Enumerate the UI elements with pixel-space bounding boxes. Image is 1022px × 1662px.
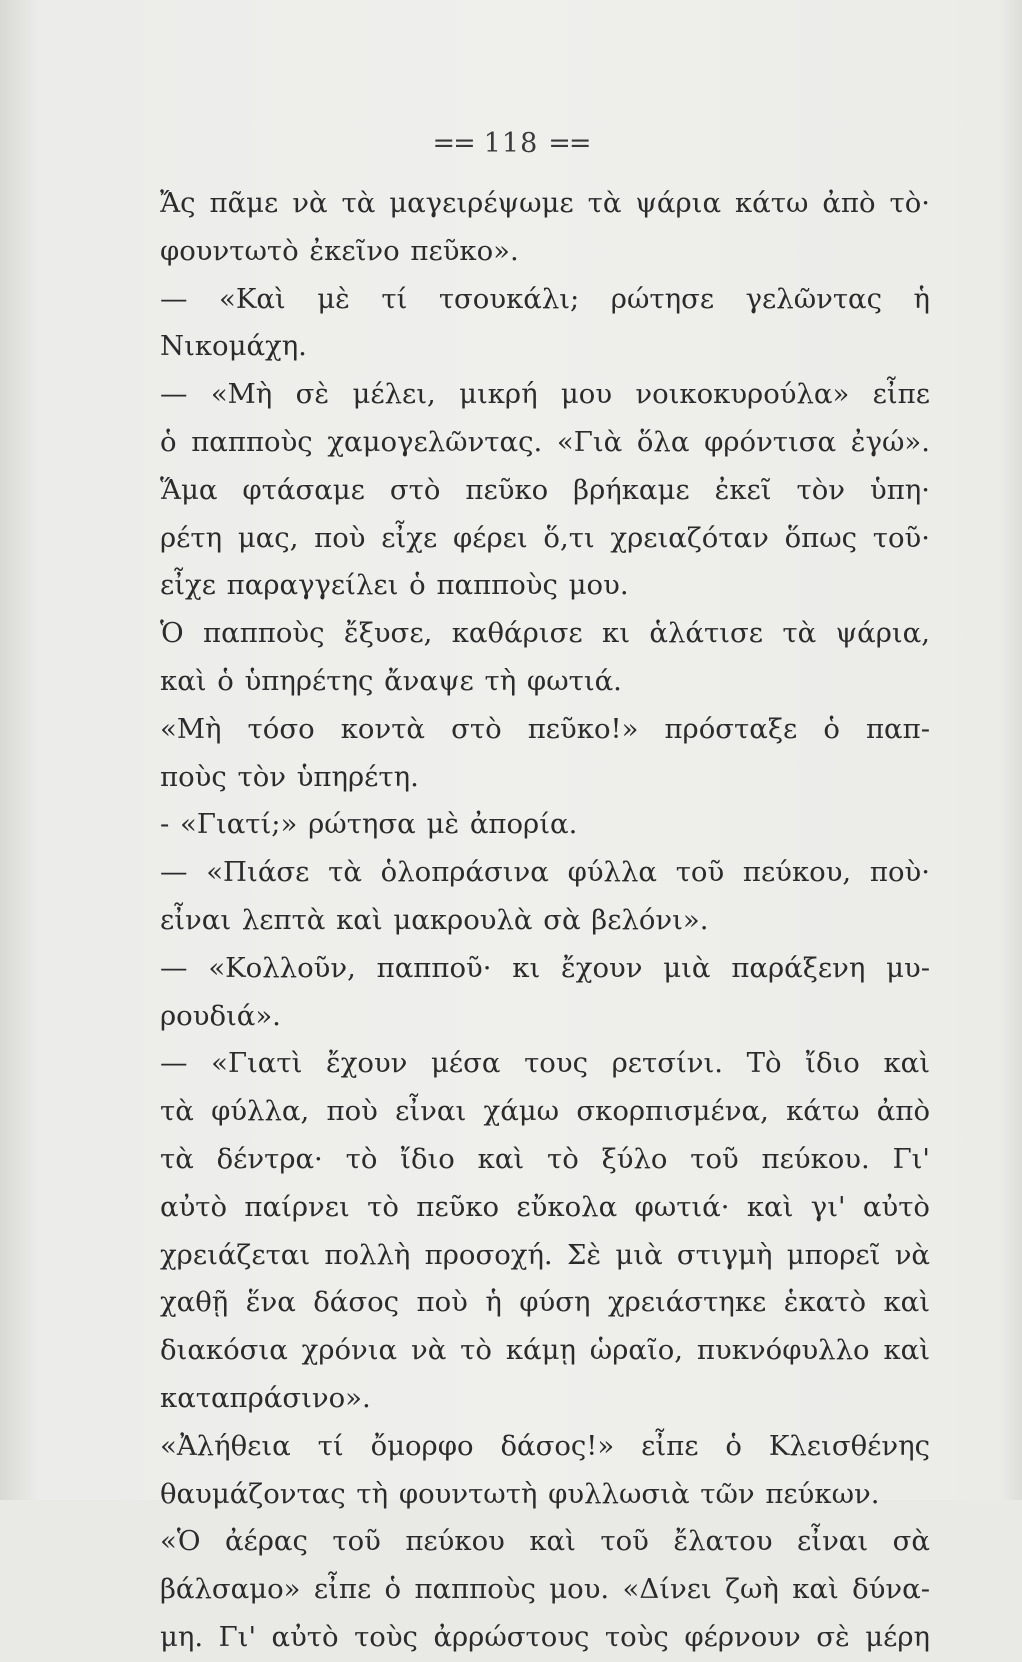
text-line: χρειάζεται πολλὴ προσοχή. Σὲ μιὰ στιγμὴ μπορεῖ νὰ	[160, 1238, 930, 1271]
text-line: — «Γιατὶ ἔχουν μέσα τους ρετσίνι. Τὸ ἴδιο καὶ	[160, 1047, 930, 1080]
text-line: — «Μὴ σὲ μέλει, μικρή μου νοικοκυρούλα» εἶπε	[160, 378, 930, 411]
body-text	[160, 180, 930, 1662]
text-line: — «Καὶ μὲ τί τσουκάλι; ρώτησε γελῶντας ἡ	[160, 282, 930, 315]
text-line: φουντωτὸ ἐκεῖνο πεῦκο».	[160, 234, 519, 267]
text-line: μη. Γι' αὐτὸ τοὺς ἀρρώστους τοὺς φέρνουν σὲ μέρη	[160, 1620, 930, 1653]
text-line: ὁ παπποὺς χαμογελῶντας. «Γιὰ ὅλα φρόντισα ἐγώ».	[160, 425, 930, 458]
text-line: Ἄς πᾶμε νὰ τὰ μαγειρέψωμε τὰ ψάρια κάτω ἀπὸ τὸ·	[160, 187, 930, 219]
text-line: — «Κολλοῦν, παπποῦ· κι ἔχουν μιὰ παράξενη μυ-	[160, 951, 930, 984]
page-number-left-ornament: ==	[432, 128, 474, 159]
text-line: Ὁ παπποὺς ἔξυσε, καθάρισε κι ἁλάτισε τὰ ψάρια,	[160, 617, 930, 650]
text-line: εἶχε παραγγείλει ὁ παπποὺς μου.	[160, 569, 629, 602]
page-number-value: 118	[483, 128, 539, 159]
text-line: Ἅμα φτάσαμε στὸ πεῦκο βρήκαμε ἐκεῖ τὸν ὑπη·	[160, 473, 930, 506]
text-line: ποὺς τὸν ὑπηρέτη.	[160, 760, 419, 793]
page-number-right-ornament: ==	[548, 128, 590, 159]
text-line: «Μὴ τόσο κοντὰ στὸ πεῦκο!» πρόσταξε ὁ παπ-	[160, 712, 930, 745]
text-line: ρουδιά».	[160, 999, 281, 1032]
text-line: θαυμάζοντας τὴ φουντωτὴ φυλλωσιὰ τῶν πεύκων.	[160, 1477, 880, 1510]
text-line: — «Πιάσε τὰ ὁλοπράσινα φύλλα τοῦ πεύκου, ποὺ·	[160, 856, 930, 889]
text-line: βάλσαμο» εἶπε ὁ παπποὺς μου. «Δίνει ζωὴ καὶ δύνα-	[160, 1573, 930, 1606]
text-line: εἶναι λεπτὰ καὶ μακρουλὰ σὰ βελόνι».	[160, 903, 709, 936]
text-line: ρέτη μας, ποὺ εἶχε φέρει ὅ,τι χρειαζόταν ὅπως τοῦ·	[160, 521, 930, 554]
text-line: Νικομάχη.	[160, 330, 307, 363]
page-number	[0, 128, 1022, 159]
text-line: καὶ ὁ ὑπηρέτης ἄναψε τὴ φωτιά.	[160, 664, 622, 697]
text-line: καταπράσινο».	[160, 1381, 371, 1414]
text-line: τὰ δέντρα· τὸ ἴδιο καὶ τὸ ξύλο τοῦ πεύκου. Γι'	[160, 1142, 930, 1175]
text-line: διακόσια χρόνια νὰ τὸ κάμῃ ὡραῖο, πυκνόφυλλο καὶ	[160, 1334, 930, 1367]
text-line: χαθῇ ἕνα δάσος ποὺ ἡ φύση χρειάστηκε ἑκατὸ καὶ	[160, 1286, 930, 1319]
text-line: «Ὁ ἀέρας τοῦ πεύκου καὶ τοῦ ἔλατου εἶναι σὰ	[160, 1525, 930, 1558]
text-line: τὰ φύλλα, ποὺ εἶναι χάμω σκορπισμένα, κάτω ἀπὸ	[160, 1095, 930, 1128]
text-line: αὐτὸ παίρνει τὸ πεῦκο εὔκολα φωτιά· καὶ γι' αὐτὸ	[160, 1190, 930, 1223]
text-line: «Ἀλήθεια τί ὄμορφο δάσος!» εἶπε ὁ Κλεισθένης	[160, 1429, 930, 1462]
text-line: - «Γιατί;» ρώτησα μὲ ἀπορία.	[160, 808, 578, 841]
